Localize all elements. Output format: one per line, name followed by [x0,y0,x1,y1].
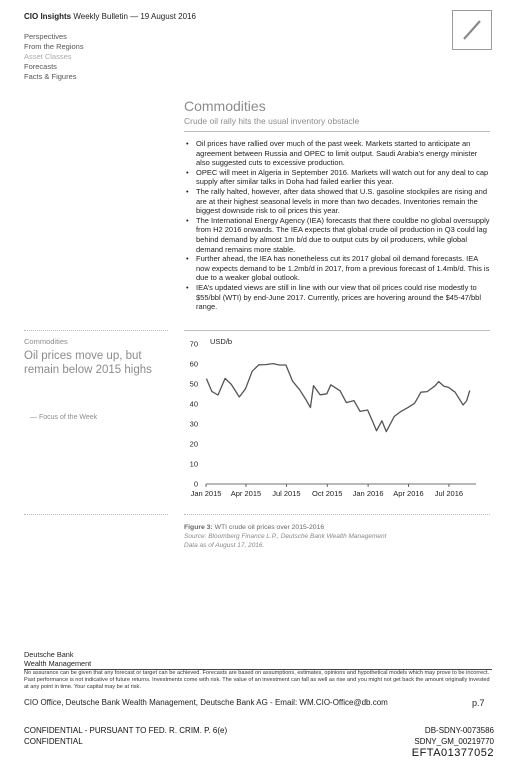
x-tick-label: Apr 2015 [230,489,262,498]
confidential-label: CONFIDENTIAL [24,737,83,746]
footer-brand-line-1: Deutsche Bank [24,650,74,659]
commentary-bullets [184,139,490,312]
x-tick-label: Jan 2015 [190,489,222,498]
chart-top-divider [184,330,490,331]
deutsche-bank-logo-icon [452,10,492,50]
bates-number-1: DB-SDNY-0073586 [424,726,494,735]
y-tick-label: 30 [189,419,198,429]
x-tick-label: Oct 2015 [312,489,343,498]
header-brand: CIO Insights [24,12,72,21]
focus-of-the-week-label: — Focus of the Week [30,414,98,421]
y-tick-label: 0 [193,479,198,489]
figure-label: Figure 3: [184,524,213,531]
section-divider [184,131,490,132]
page-number: p.7 [472,698,485,708]
nav-item-from-the-regions[interactable]: From the Regions [24,42,84,51]
x-tick-label: Jul 2016 [434,489,464,498]
contact-line: CIO Office, Deutsche Bank Wealth Management, Deutsche Bank AG - Email: WM.CIO-Office@db.com [24,698,388,707]
bullet-item: • Oil prices have rallied over much of the past week. Markets started to anticipate an agreement between Russia and OPEC to limit output. Saudi Arabia’s energy minister also suggested cuts to excessive production. [184,139,490,168]
figure-caption [184,524,324,531]
sidebar-headline: Oil prices move up, but remain below 2015 highs [24,350,152,376]
nav-item-forecasts[interactable]: Forecasts [24,62,57,71]
section-title: Commodities [184,98,266,114]
footer-brand [24,650,91,668]
x-tick-label: Jul 2015 [272,489,301,498]
nav-item-asset-classes[interactable]: Asset Classes [24,52,72,61]
y-tick-label: 20 [189,439,198,449]
bullet-item: • The rally halted, however, after data showed that U.S. gasoline stockpiles are rising and are at their highest seasonal levels in more than two decades. Inventories remain the biggest downside risk to oil prices this year. [184,187,490,216]
y-tick-label: 10 [189,459,198,469]
nav-item-facts-figures[interactable]: Facts & Figures [24,72,77,81]
wti-price-series-line [206,364,469,432]
sidebar-divider [24,330,168,331]
section-nav [24,32,84,82]
bullet-item: • The International Energy Agency (IEA) forecasts that there couldbe no global oversupply from H2 2016 onwards. The IEA expects that global crude oil production in Q3 could lag behind demand by almost 1m b/d due to output cuts by oil producers, while global demand remains more stable. [184,216,490,254]
sidebar-bottom-divider [24,514,168,515]
footer-brand-line-2: Wealth Management [24,659,92,668]
x-tick-label: Apr 2016 [393,489,424,498]
y-tick-label: 50 [189,379,198,389]
nav-item-perspectives[interactable]: Perspectives [24,32,67,41]
y-tick-label: 70 [189,339,198,349]
confidential-notice: CONFIDENTIAL - PURSUANT TO FED. R. CRIM. P. 6(e) [24,726,228,735]
section-subtitle: Crude oil rally hits the usual inventory obstacle [184,116,360,126]
wti-price-chart [184,332,484,507]
figure-title: WTI crude oil prices over 2015-2016 [212,524,325,531]
figure-data-date: Data as of August 17, 2016. [184,542,265,549]
y-tick-label: 60 [189,359,198,369]
disclaimer-text: No assurance can be given that any forecast or target can be achieved. Forecasts are based on assumptions, estimates, opinions and hypothetical models which may prove to be incorrect. Past performance is not indicative of future returns. Investments come with risk. The value of an investment can fall as well as rise and you might not get back the amount originally invested at any point in time. Your capital may be at risk. [24,670,490,690]
figure-source: Source: Bloomberg Finance L.P., Deutsche Bank Wealth Management [184,533,387,540]
bullet-item: • Further ahead, the IEA has nonetheless cut its 2017 global oil demand forecasts. IEA now expects demand to be 1.2mb/d in 2017, from a previous forecast of 1.4mb/d. This is due to a weaker global outlook. [184,254,490,283]
bullet-item: • OPEC will meet in Algeria in September 2016. Markets will watch out for any deal to cap supply after similar talks in Doha had failed earlier this year. [184,168,490,187]
efta-number: EFTA01377052 [411,747,494,759]
sidebar-kicker: Commodities [24,337,68,346]
bates-number-2: SDNY_GM_00219770 [414,737,494,746]
chart-bottom-divider [184,514,490,515]
header-date: Weekly Bulletin — 19 August 2016 [71,12,196,21]
x-tick-label: Jan 2016 [352,489,384,498]
y-tick-label: 40 [189,399,198,409]
bullet-item: • IEA’s updated views are still in line with our view that oil prices could rise modestly to $55/bbl (WTI) by end-June 2017. Currently, prices are hovering around the $45-47/bbl range. [184,283,490,312]
bulletin-header [24,12,196,21]
y-axis-unit-label: USD/b [210,337,233,346]
